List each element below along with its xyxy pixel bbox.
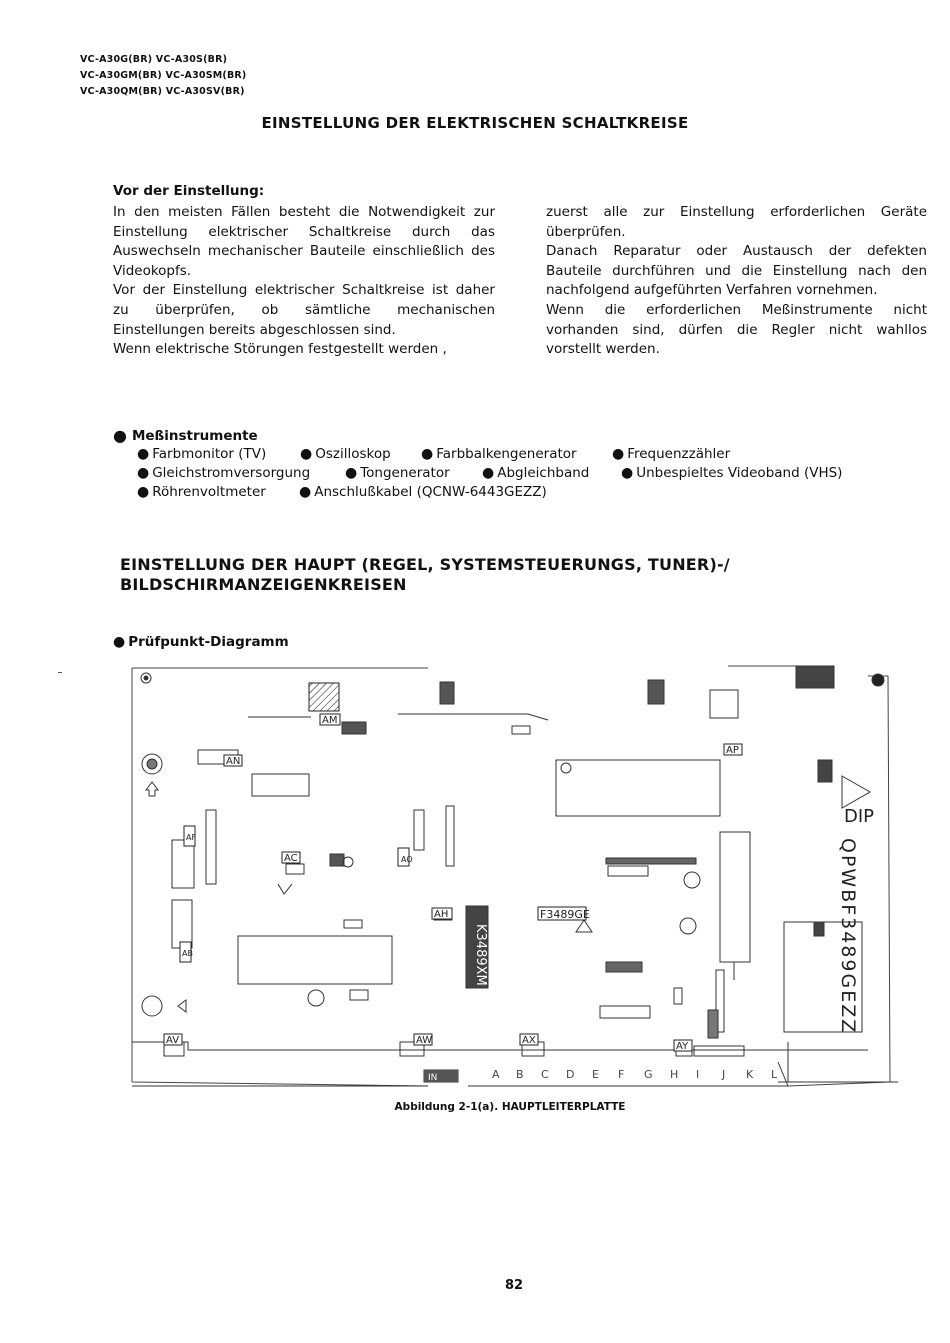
instrument-item bbox=[300, 446, 391, 462]
tag-label: AN bbox=[226, 756, 241, 767]
grid-letter: B bbox=[516, 1068, 524, 1081]
board-code-label: F3489GE bbox=[540, 908, 590, 921]
margin-mark bbox=[58, 672, 62, 673]
grid-letter: E bbox=[592, 1068, 599, 1081]
grid-letters bbox=[492, 1068, 778, 1081]
instrument-item bbox=[621, 465, 842, 481]
grid-letter: A bbox=[492, 1068, 500, 1081]
figure-caption: Abbildung 2-1(a). HAUPTLEITERPLATTE bbox=[394, 1101, 626, 1113]
instrument-item bbox=[137, 446, 266, 462]
bullet-icon: ● bbox=[137, 446, 150, 462]
intro-paragraph: Wenn elektrische Störungen festgestellt werden , bbox=[113, 341, 447, 358]
board-labels bbox=[164, 714, 874, 1083]
instrument-item bbox=[345, 465, 450, 481]
bullet-icon: ● bbox=[612, 446, 625, 462]
instrument-label: Frequenzzähler bbox=[627, 446, 731, 462]
tag-label: AC bbox=[284, 853, 298, 864]
tag-label: AO bbox=[401, 855, 413, 864]
bullet-icon: ● bbox=[137, 484, 150, 500]
instrument-label: Röhrenvoltmeter bbox=[152, 484, 266, 500]
instrument-label: Farbbalkengenerator bbox=[436, 446, 577, 462]
instrument-item bbox=[421, 446, 577, 462]
grid-letter: F bbox=[618, 1068, 625, 1081]
instrument-item bbox=[137, 465, 310, 481]
intro-left-column bbox=[113, 203, 495, 360]
tag-label: AV bbox=[166, 1035, 180, 1046]
instrument-item bbox=[482, 465, 589, 481]
tag-label: AH bbox=[434, 909, 449, 920]
grid-letter: L bbox=[771, 1068, 778, 1081]
instrument-label: Abgleichband bbox=[497, 465, 590, 481]
instruments-heading-text: Meßinstrumente bbox=[131, 428, 258, 444]
instrument-label: Gleichstromversorgung bbox=[152, 465, 311, 481]
section-title-line: BILDSCHIRMANZEIGENKREISEN bbox=[120, 575, 407, 594]
intro-paragraph: zuerst alle zur Einstellung erforderlichen Geräte überprüfen. bbox=[546, 204, 927, 240]
section-title bbox=[120, 555, 730, 595]
model-line: VC-A30GM(BR) VC-A30SM(BR) bbox=[80, 70, 247, 81]
intro-paragraph: In den meisten Fällen besteht die Notwendigkeit zur Einstellung elektrischer Schaltkreise durch das Auswechseln mechanischer Bauteile einschließlich des Videokopfs. bbox=[113, 204, 495, 279]
grid-letter: G bbox=[644, 1068, 653, 1081]
diagram-heading-text: Prüfpunkt-Diagramm bbox=[128, 634, 289, 650]
bullet-icon: ● bbox=[299, 484, 312, 500]
instrument-label: Oszilloskop bbox=[315, 446, 391, 462]
tag-label: AM bbox=[322, 715, 338, 726]
grid-letter: H bbox=[670, 1068, 679, 1081]
dip-label: DIP bbox=[844, 806, 875, 827]
board-outline bbox=[132, 666, 890, 1086]
page-number: 82 bbox=[504, 1278, 524, 1293]
pcb-diagram bbox=[128, 662, 898, 1092]
board-components bbox=[132, 666, 898, 1086]
intro-right-column bbox=[546, 203, 927, 360]
instrument-label: Unbespieltes Videoband (VHS) bbox=[636, 465, 843, 481]
bullet-icon: ● bbox=[345, 465, 358, 481]
bullet-icon: ● bbox=[621, 465, 634, 481]
bullet-icon: ● bbox=[113, 426, 127, 445]
bullet-icon: ● bbox=[421, 446, 434, 462]
intro-heading: Vor der Einstellung: bbox=[113, 183, 265, 199]
grid-in-label: IN bbox=[428, 1073, 438, 1083]
diagram-heading bbox=[113, 634, 289, 650]
bullet-icon: ● bbox=[300, 446, 313, 462]
model-list bbox=[80, 52, 246, 100]
page-title: EINSTELLUNG DER ELEKTRISCHEN SCHALTKREISE bbox=[261, 114, 689, 132]
instrument-label: Tongenerator bbox=[360, 465, 450, 481]
chip-code-label: K3489XM bbox=[473, 924, 488, 986]
bullet-icon: ● bbox=[113, 634, 126, 650]
grid-letter: J bbox=[722, 1068, 726, 1081]
intro-paragraph: Vor der Einstellung elektrischer Schaltkreise ist daher zu überprüfen, ob sämtliche mechanischen Einstellungen bereits abgeschlossen sind. bbox=[113, 282, 495, 338]
instruments-heading bbox=[113, 426, 258, 445]
grid-letter: C bbox=[541, 1068, 549, 1081]
instrument-label: Farbmonitor (TV) bbox=[152, 446, 267, 462]
section-title-line: EINSTELLUNG DER HAUPT (REGEL, SYSTEMSTEUERUNGS, TUNER)-/ bbox=[120, 555, 730, 574]
instrument-item bbox=[137, 484, 266, 500]
grid-letter: I bbox=[696, 1068, 700, 1081]
tag-label: AX bbox=[522, 1035, 536, 1046]
grid-letter: D bbox=[566, 1068, 575, 1081]
tag-label: AF bbox=[186, 833, 197, 842]
instrument-item bbox=[612, 446, 730, 462]
model-line: VC-A30G(BR) VC-A30S(BR) bbox=[80, 54, 228, 65]
tag-label: AB bbox=[182, 949, 193, 958]
grid-letter: K bbox=[746, 1068, 754, 1081]
instrument-label: Anschlußkabel (QCNW-6443GEZZ) bbox=[314, 484, 547, 500]
intro-paragraph: Danach Reparatur oder Austausch der defekten Bauteile durchführen und die Einstellung nach den nachfolgend aufgeführten Verfahren vornehmen. bbox=[546, 243, 927, 299]
instrument-item bbox=[299, 484, 547, 500]
bullet-icon: ● bbox=[137, 465, 150, 481]
model-line: VC-A30QM(BR) VC-A30SV(BR) bbox=[80, 86, 245, 97]
part-number-label: QPWBF3489GEZZ bbox=[837, 838, 859, 1035]
bullet-icon: ● bbox=[482, 465, 495, 481]
tag-label: AY bbox=[676, 1041, 689, 1052]
intro-paragraph: Wenn die erforderlichen Meßinstrumente nicht vorhanden sind, dürfen die Regler nicht wahllos vorstellt werden. bbox=[546, 301, 927, 358]
tag-label: AP bbox=[726, 745, 739, 756]
tag-label: AW bbox=[416, 1035, 433, 1046]
